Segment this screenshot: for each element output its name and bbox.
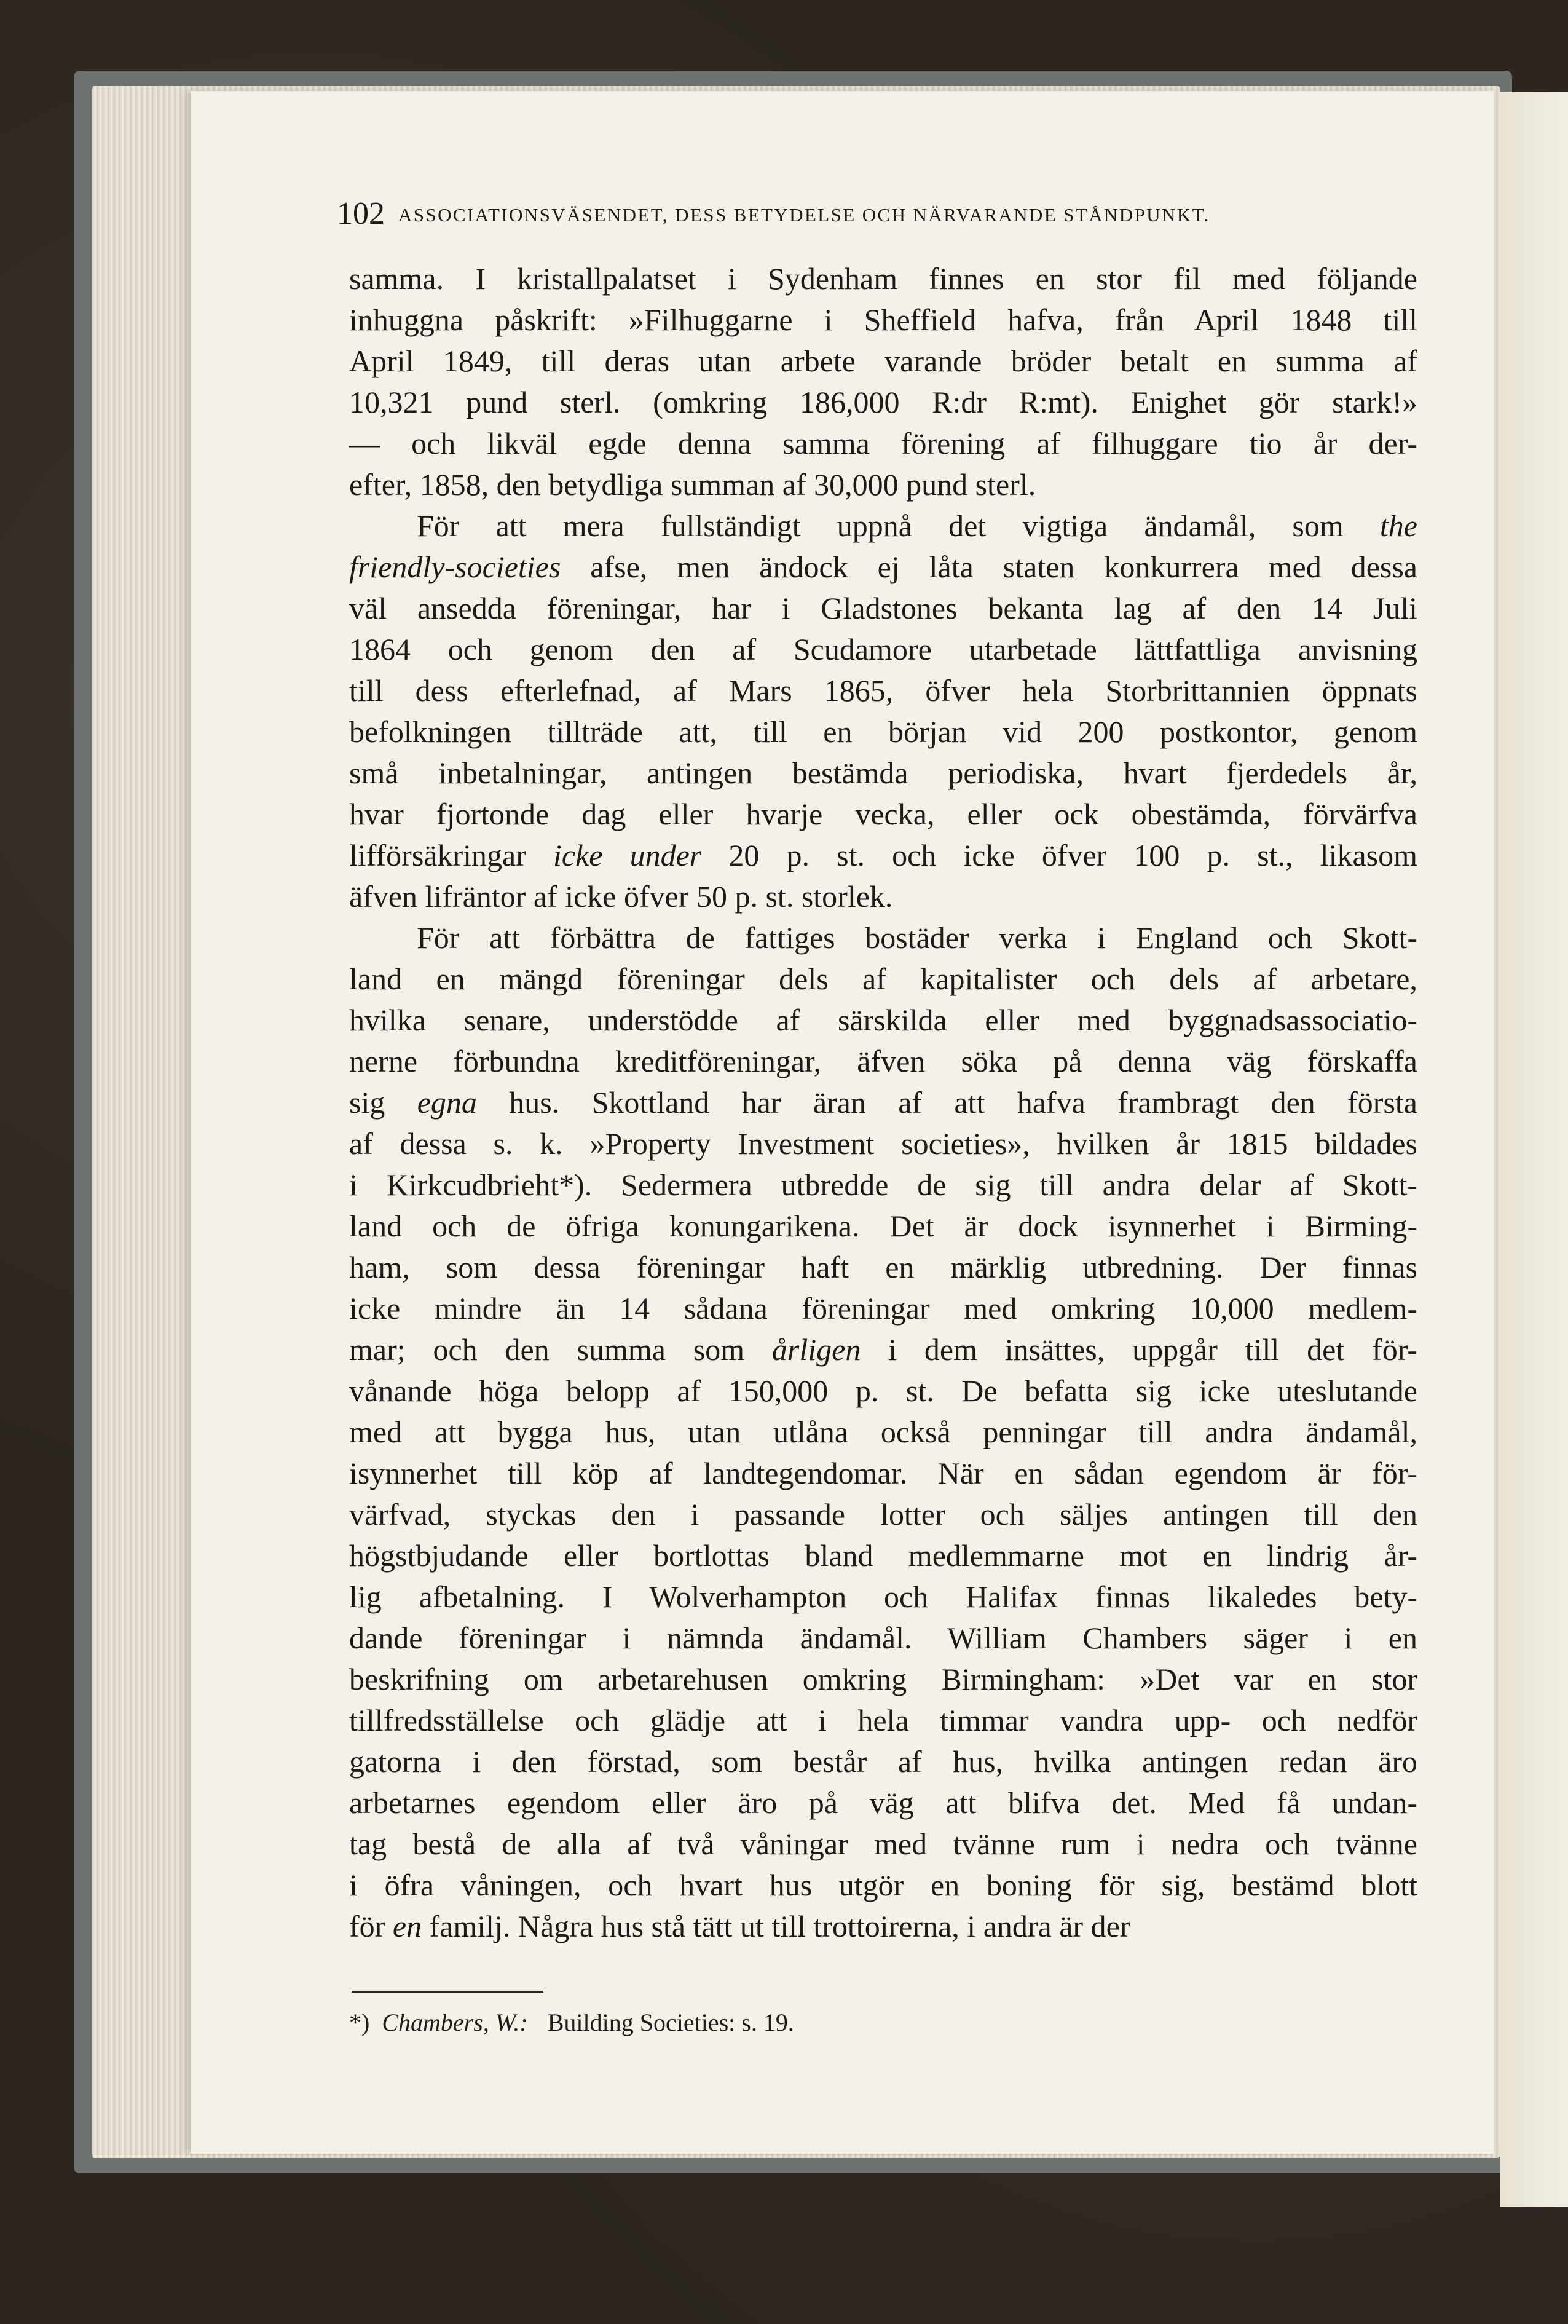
- text-line: [349, 1535, 1417, 1576]
- text-line: [349, 547, 1417, 588]
- text-run: äfven lifräntor af icke öfver 50 p. st. storlek.: [349, 879, 893, 914]
- text-line: [349, 382, 1417, 423]
- text-run: icke mindre än 14 sådana föreningar med omkring 10,000 medlem-: [349, 1291, 1417, 1326]
- text-run: i öfra våningen, och hvart hus utgör en boning för sig, bestämd blott: [349, 1868, 1417, 1902]
- text-run: befolkningen tillträde att, till en början vid 200 postkontor, genom: [349, 714, 1417, 749]
- text-run: vånande höga belopp af 150,000 p. st. De befatta sig icke uteslutande: [349, 1373, 1417, 1408]
- text-run: arbetarnes egendom eller äro på väg att blifva det. Med få undan-: [349, 1785, 1417, 1820]
- text-run: dande föreningar i nämnda ändamål. William Chambers säger i en: [349, 1621, 1417, 1655]
- text-run: efter, 1858, den betydliga summan af 30,000 pund sterl.: [349, 467, 1036, 502]
- text-line: [349, 505, 1417, 547]
- running-header: [337, 196, 1377, 232]
- text-run: För att mera fullständigt uppnå det vigtiga ändamål, som: [417, 508, 1380, 543]
- footnote: [349, 2008, 1087, 2037]
- text-line: [349, 629, 1417, 670]
- text-run: af dessa s. k. »Property Investment societies», hvilken år 1815 bildades: [349, 1126, 1417, 1161]
- italic-run: icke under: [553, 838, 702, 872]
- text-line: [349, 1906, 1417, 1947]
- text-line: [349, 1618, 1417, 1659]
- facing-page-edge: [1500, 92, 1568, 2207]
- text-run: i dem insättes, uppgår till det för-: [861, 1332, 1417, 1367]
- text-line: [349, 1164, 1417, 1206]
- text-line: [349, 258, 1417, 299]
- text-line: [349, 1865, 1417, 1906]
- text-line: [349, 1659, 1417, 1700]
- text-run: små inbetalningar, antingen bestämda periodiska, hvart fjerdedels år,: [349, 756, 1417, 790]
- text-line: [349, 835, 1417, 876]
- text-line: [349, 1824, 1417, 1865]
- text-run: inhuggna påskrift: »Filhuggarne i Sheffield hafva, från April 1848 till: [349, 302, 1417, 337]
- text-run: afse, men ändock ej låta staten konkurrera med dessa: [561, 550, 1417, 584]
- italic-run: årligen: [771, 1332, 861, 1367]
- text-run: 10,321 pund sterl. (omkring 186,000 R:dr R:mt). Enighet gör stark!»: [349, 385, 1417, 419]
- text-line: [349, 1000, 1417, 1041]
- text-run: ham, som dessa föreningar haft en märklig utbredning. Der finnas: [349, 1250, 1417, 1284]
- text-line: [349, 423, 1417, 464]
- text-line: [349, 670, 1417, 711]
- text-line: [349, 1412, 1417, 1453]
- text-line: [349, 1329, 1417, 1370]
- running-title: ASSOCIATIONSVÄSENDET, DESS BETYDELSE OCH NÄRVARANDE STÅNDPUNKT.: [398, 204, 1210, 226]
- text-run: sig: [349, 1085, 417, 1120]
- text-run: till dess efterlefnad, af Mars 1865, öfver hela Storbrittannien öppnats: [349, 673, 1417, 708]
- text-run: lig afbetalning. I Wolverhampton och Halifax finnas likaledes bety-: [349, 1579, 1417, 1614]
- text-run: i Kirkcudbrieht*). Sedermera utbredde de sig till andra delar af Skott-: [349, 1168, 1417, 1202]
- text-run: hvilka senare, understödde af särskilda eller med byggnadsassociatio-: [349, 1003, 1417, 1037]
- text-run: 20 p. st. och icke öfver 100 p. st., likasom: [701, 838, 1417, 872]
- text-line: [349, 1123, 1417, 1164]
- text-line: [349, 1700, 1417, 1741]
- text-run: för: [349, 1909, 393, 1943]
- text-run: högstbjudande eller bortlottas bland medlemmarne mot en lindrig år-: [349, 1538, 1417, 1573]
- italic-run: en: [392, 1909, 422, 1943]
- text-line: [349, 1782, 1417, 1824]
- text-run: familj. Några hus stå tätt ut till trottoirerna, i andra är der: [422, 1909, 1130, 1943]
- text-line: [349, 1082, 1417, 1123]
- text-line: [349, 876, 1417, 917]
- text-line: [349, 588, 1417, 629]
- text-run: tillfredsställelse och glädje att i hela timmar vandra upp- och nedför: [349, 1703, 1417, 1737]
- text-run: värfvad, styckas den i passande lotter och säljes antingen till den: [349, 1497, 1417, 1532]
- text-line: [349, 464, 1417, 505]
- text-line: [349, 299, 1417, 341]
- footnote-author: Chambers, W.:: [382, 2009, 528, 2036]
- text-line: [349, 711, 1417, 753]
- text-line: [349, 958, 1417, 1000]
- text-line: [349, 794, 1417, 835]
- text-line: [349, 1206, 1417, 1247]
- italic-run: the: [1379, 508, 1417, 543]
- text-line: [349, 341, 1417, 382]
- text-line: [349, 753, 1417, 794]
- text-line: [349, 1576, 1417, 1618]
- text-line: [349, 1041, 1417, 1082]
- text-run: För att förbättra de fattiges bostäder verka i England och Skott-: [417, 920, 1417, 955]
- text-line: [349, 1288, 1417, 1329]
- text-run: land en mängd föreningar dels af kapitalister och dels af arbetare,: [349, 962, 1417, 996]
- text-line: [349, 917, 1417, 958]
- italic-run: egna: [417, 1085, 477, 1120]
- text-run: April 1849, till deras utan arbete varande bröder betalt en summa af: [349, 344, 1417, 378]
- text-run: isynnerhet till köp af landtegendomar. När en sådan egendom är för-: [349, 1456, 1417, 1490]
- text-line: [349, 1494, 1417, 1535]
- text-run: nerne förbundna kreditföreningar, äfven söka på denna väg förskaffa: [349, 1044, 1417, 1078]
- text-line: [349, 1453, 1417, 1494]
- footnote-rule: [352, 1991, 543, 1993]
- italic-run: friendly-societies: [349, 550, 561, 584]
- footnote-mark: *): [349, 2009, 370, 2036]
- text-run: beskrifning om arbetarehusen omkring Birmingham: »Det var en stor: [349, 1662, 1417, 1696]
- text-run: — och likväl egde denna samma förening af filhuggare tio år der-: [349, 426, 1417, 460]
- text-line: [349, 1370, 1417, 1412]
- text-line: [349, 1247, 1417, 1288]
- footnote-text: Building Societies: s. 19.: [547, 2009, 794, 2036]
- text-run: mar; och den summa som: [349, 1332, 772, 1367]
- page-number: 102: [337, 196, 385, 231]
- text-line: [349, 1741, 1417, 1782]
- text-run: 1864 och genom den af Scudamore utarbetade lättfattliga anvisning: [349, 632, 1417, 666]
- text-run: väl ansedda föreningar, har i Gladstones bekanta lag af den 14 Juli: [349, 591, 1417, 625]
- text-run: samma. I kristallpalatset i Sydenham finnes en stor fil med följande: [349, 261, 1417, 296]
- text-run: tag bestå de alla af två våningar med tvänne rum i nedra och tvänne: [349, 1827, 1417, 1861]
- text-run: hvar fjortonde dag eller hvarje vecka, eller ock obestämda, förvärfva: [349, 797, 1417, 831]
- text-run: land och de öfriga konungarikena. Det är dock isynnerhet i Birming-: [349, 1209, 1417, 1243]
- text-run: gatorna i den förstad, som består af hus, hvilka antingen redan äro: [349, 1744, 1417, 1779]
- text-run: hus. Skottland har äran af att hafva frambragt den första: [476, 1085, 1417, 1120]
- body-text: [349, 258, 1417, 1947]
- text-run: med att bygga hus, utan utlåna också penningar till andra ändamål,: [349, 1415, 1417, 1449]
- text-run: lifförsäkringar: [349, 838, 553, 872]
